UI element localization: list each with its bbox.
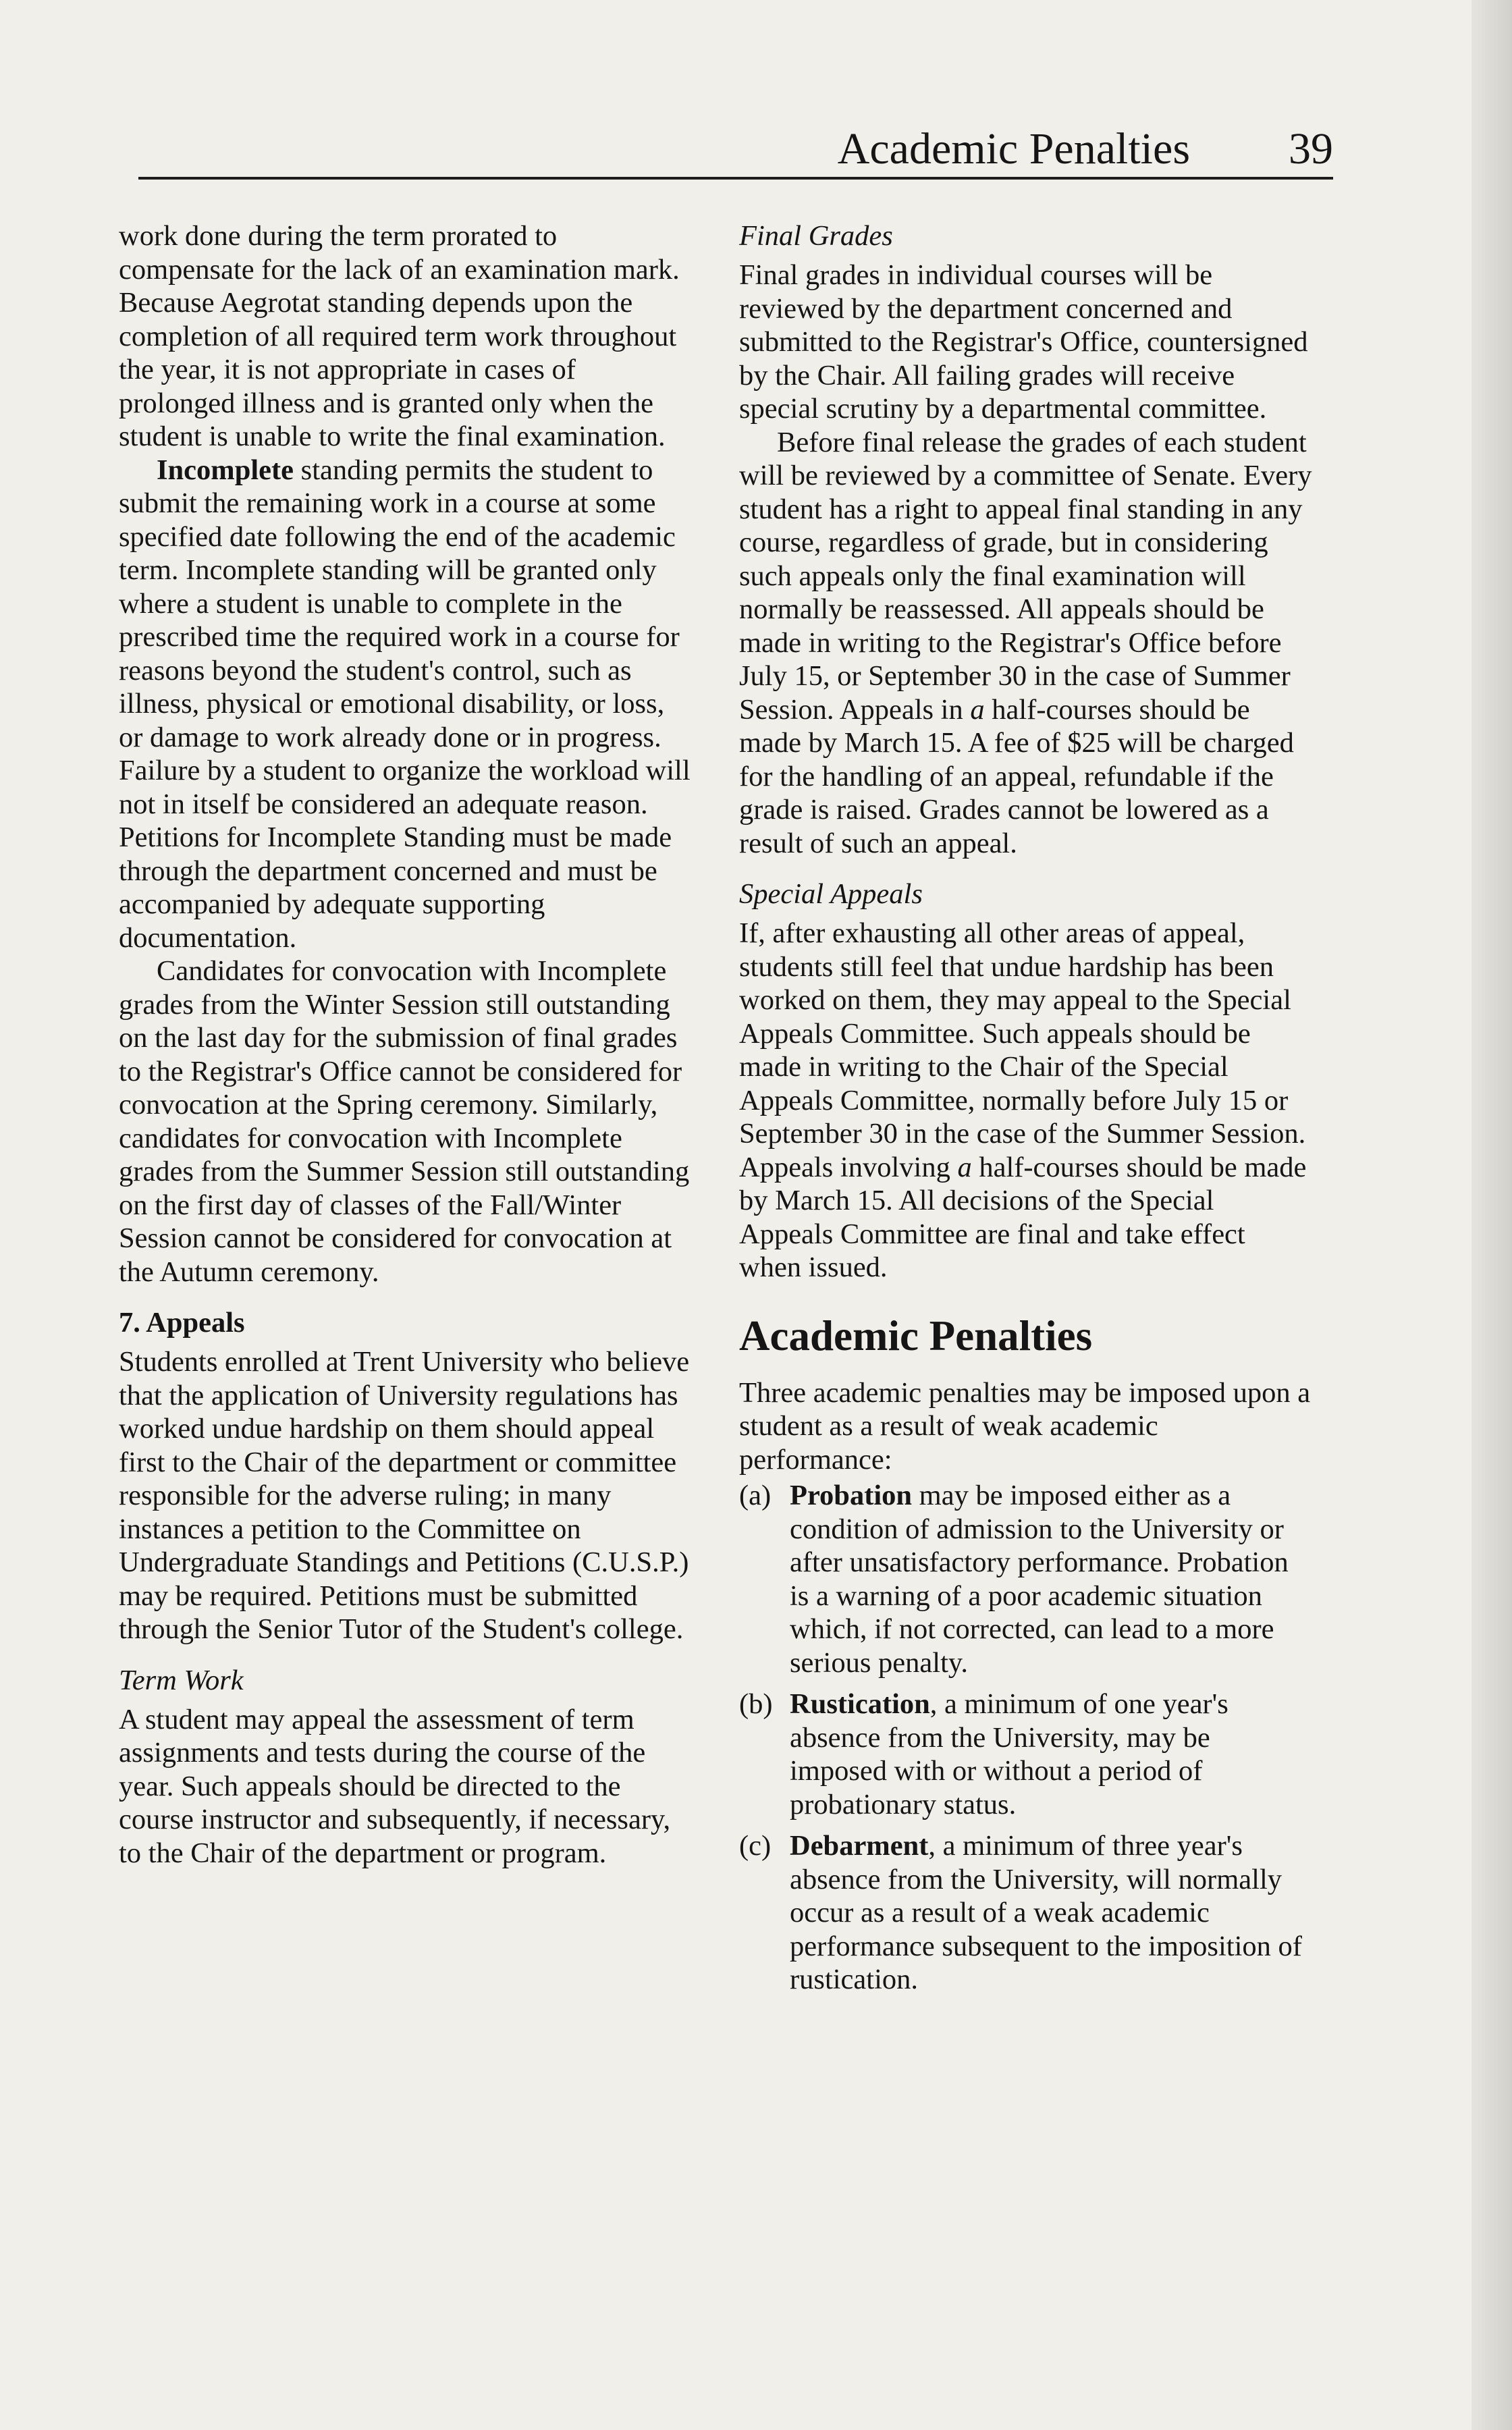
page-number: 39 (1289, 124, 1333, 173)
penalty-item-debarment (739, 1829, 1313, 1997)
final-grades-paragraph: Final grades in individual courses will be reviewed by the department concerned and submitted to the Registrar's Office, countersigned by the Chair. All failing grades will receive special scrutiny by a departmental committee. (739, 259, 1308, 425)
special-appeals-paragraph (739, 917, 1313, 1285)
final-release-part-1: Before final release the grades of each student will be reviewed by a committee of Senate. Every student has a right to appeal final standing in any course, regardless of grade, but in considering such appeals only the final examination will normally be reassessed. All appeals should be made in writing to the Registrar's Office before July 15, or September 30 in the case of Summer Session. Appeals in (739, 426, 1312, 726)
penalty-description: , a minimum of one year's absence from the University, may be imposed with or without a period of probationary status. (790, 1688, 1228, 1820)
final-grades-heading: Final Grades (739, 220, 893, 252)
convocation-paragraph: Candidates for convocation with Incomplete grades from the Winter Session still outstanding on the last day for the submission of final grades to the Registrar's Office cannot be considered for convocation at the Spring ceremony. Similarly, candidates for convocation with Incomplete grades from the Summer Session still outstanding on the first day of classes of the Fall/Winter Session cannot be considered for convocation at the Autumn ceremony. (119, 955, 690, 1288)
final-release-part-2: half-courses should be made by March 15. A fee of $25 will be charged for the handling of an appeal, refundable if the grade is raised. Grades cannot be lowered as a result of such an appeal. (739, 693, 1294, 859)
appeals-heading: 7. Appeals (119, 1307, 245, 1339)
penalty-description: , a minimum of three year's absence from the University, will normally occur as a result of a weak academic performance subsequent to the imposition of rustication. (790, 1830, 1302, 1995)
penalty-description: may be imposed either as a condition of admission to the University or after unsatisfactory performance. Probation is a warning of a poor academic situation which, if not corrected, can lead to a more serious penalty. (790, 1480, 1289, 1679)
running-head (138, 101, 1333, 180)
term-work-paragraph: A student may appeal the assessment of term assignments and tests during the course of the year. Such appeals should be directed to the course instructor and subsequently, if necessary, to the Chair of the department or program. (119, 1703, 671, 1869)
academic-penalties-heading: Academic Penalties (739, 1312, 1093, 1359)
final-release-italic-a: a (970, 693, 985, 726)
penalty-term: Rustication (790, 1688, 930, 1720)
penalty-term: Debarment (790, 1830, 929, 1862)
final-release-paragraph (739, 426, 1313, 861)
special-appeals-heading: Special Appeals (739, 878, 923, 910)
incomplete-text: standing permits the student to submit the remaining work in a course at some specified date following the end of the academic term. Incomplete standing will be granted only where a student is unable to complete in the prescribed time the required work in a course for reasons beyond the student's control, such as illness, physical or emotional disability, or loss, or damage to work already done or in progress. Failure by a student to organize the workload will not in itself be considered an adequate reason. Petitions for Incomplete Standing must be made through the department concerned and must be accompanied by adequate supporting documentation. (119, 454, 691, 954)
term-work-heading: Term Work (119, 1664, 244, 1696)
special-appeals-part-2: half-courses should be made by March 15. All decisions of the Special Appeals Committee are final and take effect when issued. (739, 1151, 1307, 1283)
list-marker: (b) (739, 1688, 773, 1720)
incomplete-term: Incomplete (157, 454, 294, 486)
penalty-item-probation (739, 1479, 1313, 1679)
aegrotat-continuation: work done during the term prorated to compensate for the lack of an examination mark. Because Aegrotat standing depends upon the completion of all required term work throughout the year, it is not appropriate in cases of prolonged illness and is granted only when the student is unable to write the final examination. (119, 220, 680, 452)
penalties-intro: Three academic penalties may be imposed upon a student as a result of weak academic performance: (739, 1376, 1311, 1476)
list-marker: (a) (739, 1480, 772, 1511)
special-appeals-italic-a: a (957, 1151, 972, 1183)
page-edge-shadow (1472, 0, 1512, 2430)
penalty-list (739, 1479, 1313, 1997)
incomplete-paragraph (119, 454, 693, 955)
appeals-paragraph: Students enrolled at Trent University who believe that the application of University regulations has worked undue hardship on them should appeal first to the Chair of the department or committee responsible for the adverse ruling; in many instances a petition to the Committee on Undergraduate Standings and Petitions (C.U.S.P.) may be required. Petitions must be submitted through the Senior Tutor of the Student's college. (119, 1346, 690, 1645)
right-column (739, 219, 1313, 2005)
special-appeals-part-1: If, after exhausting all other areas of appeal, students still feel that undue hardship has been worked on them, they may appeal to the Special Appeals Committee. Such appeals should be made in writing to the Chair of the Special Appeals Committee, normally before July 15 or September 30 in the case of the Summer Session. Appeals involving (739, 917, 1306, 1183)
penalty-item-rustication (739, 1688, 1313, 1821)
left-column (119, 219, 693, 1870)
running-title: Academic Penalties (837, 124, 1190, 173)
list-marker: (c) (739, 1830, 772, 1862)
penalty-term: Probation (790, 1480, 913, 1511)
